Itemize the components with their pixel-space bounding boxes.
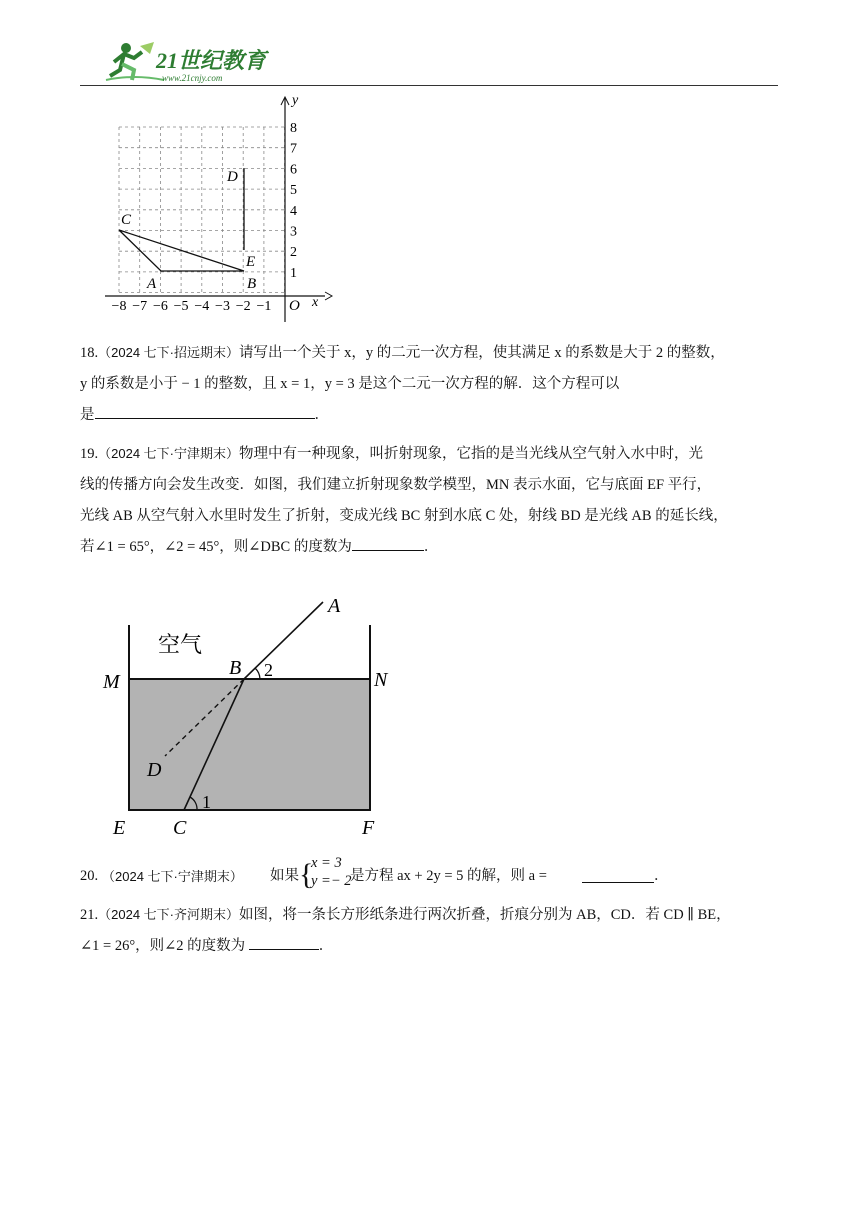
q18-line2: y 的系数是小于 − 1 的整数，且 x = 1，y = 3 是这个二元一次方程的解．这个方程可以: [80, 376, 620, 392]
label-a: A: [328, 595, 341, 617]
x-axis-arrow: [325, 292, 332, 300]
q18-line3-prefix: 是: [80, 407, 95, 423]
q21-line1: 如图，将一条长方形纸条进行两次折叠，折痕分别为 AB，CD．若 CD ∥ BE，: [239, 907, 731, 923]
point-label-a: A: [147, 276, 157, 292]
grid-lines: [119, 127, 285, 293]
air-label: 空气: [158, 632, 203, 657]
q18-line3-suffix: ．: [314, 407, 329, 423]
header-divider: [80, 85, 778, 86]
point-label-d: D: [227, 169, 238, 185]
x-tick-label: −7: [132, 299, 148, 314]
q19-answer-blank[interactable]: [352, 536, 424, 551]
label-b: B: [229, 657, 242, 679]
q21-number: 21.: [80, 907, 99, 923]
q20-tag: （2024 七下·宁津期末）: [102, 869, 243, 884]
q19-line2: 线的传播方向会发生改变．如图，我们建立折射现象数学模型，MN 表示水面，它与底面 EF 平行，: [80, 477, 712, 493]
q20-system-line1: x = 3: [311, 855, 342, 871]
x-tick-label: −2: [235, 299, 251, 314]
y-tick-label: 4: [290, 203, 297, 219]
label-e: E: [113, 817, 126, 839]
y-tick-label: 1: [290, 265, 297, 281]
y-axis-label: y: [292, 93, 299, 108]
water-region: [129, 679, 370, 810]
site-logo: [104, 40, 274, 84]
y-tick-label: 7: [290, 141, 297, 157]
label-d: D: [147, 759, 162, 781]
q20-number: 20.: [80, 868, 99, 884]
x-tick-label: −8: [111, 299, 127, 314]
q18-line1: 请写出一个关于 x，y 的二元一次方程，使其满足 x 的系数是大于 2 的整数，: [239, 345, 725, 361]
refraction-figure: [100, 590, 400, 840]
y-tick-label: 2: [290, 245, 297, 261]
x-tick-label: −4: [194, 299, 210, 314]
system-brace: {: [299, 858, 314, 891]
label-f: F: [362, 817, 375, 839]
q18-answer-blank[interactable]: [95, 404, 315, 419]
y-tick-label: 3: [290, 224, 297, 240]
ray-ab: [244, 602, 323, 679]
q19-line4-suffix: ．: [423, 539, 439, 555]
q20-answer-blank[interactable]: [582, 868, 654, 883]
x-tick-label: −5: [173, 299, 189, 314]
q19-line1: 物理中有一种现象，叫折射现象，它指的是当光线从空气射入水中时，光: [239, 446, 703, 462]
question-18: [80, 337, 780, 431]
q20-system-line2: y =− 2: [311, 873, 352, 889]
question-20: [80, 855, 780, 894]
q21-line2-suffix: ．: [318, 938, 334, 954]
x-axis-label: x: [312, 295, 319, 310]
label-n: N: [374, 669, 388, 691]
angle-2-arc: [255, 668, 260, 679]
question-21: [80, 899, 780, 962]
q19-line3: 光线 AB 从空气射入水里时发生了折射，变成光线 BC 射到水底 C 处，射线 BD 是光线 AB 的延长线，: [80, 508, 728, 524]
q19-line4-prefix: 若∠1 = 65°，∠2 = 45°，则∠DBC 的度数为: [80, 539, 352, 555]
q21-line2-prefix: ∠1 = 26°，则∠2 的度数为: [80, 938, 246, 954]
q18-tag: （2024 七下·招远期末）: [98, 345, 239, 360]
q19-number: 19.: [80, 446, 99, 462]
label-m: M: [103, 671, 120, 693]
x-tick-labels: [112, 299, 272, 314]
logo-url: www.21cnjy.com: [162, 73, 223, 83]
x-tick-label: −6: [152, 299, 168, 314]
y-tick-label: 5: [290, 183, 297, 199]
x-tick-label: −1: [256, 299, 272, 314]
y-tick-labels: [290, 121, 297, 281]
x-tick-label: −3: [215, 299, 230, 314]
point-label-b: B: [247, 276, 257, 292]
angle-1-label: 1: [202, 792, 211, 812]
question-19: [80, 438, 780, 563]
y-tick-label: 6: [290, 162, 297, 178]
coordinate-grid-figure: [100, 92, 340, 324]
y-tick-label: 8: [290, 121, 297, 136]
q21-tag: （2024 七下·齐河期末）: [98, 907, 239, 922]
q21-answer-blank[interactable]: [249, 935, 319, 950]
point-label-c: C: [121, 212, 132, 228]
origin-label: O: [289, 298, 300, 314]
angle-2-label: 2: [264, 660, 273, 680]
q20-suffix: ．: [654, 868, 669, 884]
q18-number: 18.: [80, 345, 99, 361]
logo-text: 21世纪教育: [156, 48, 267, 73]
q19-tag: （2024 七下·宁津期末）: [98, 446, 239, 461]
runner-icon: [104, 40, 274, 84]
label-c: C: [173, 817, 187, 839]
q20-middle: 是方程 ax + 2y = 5 的解，则 a =: [350, 868, 547, 884]
q20-prefix: 如果: [270, 868, 299, 884]
point-label-e: E: [246, 254, 256, 270]
